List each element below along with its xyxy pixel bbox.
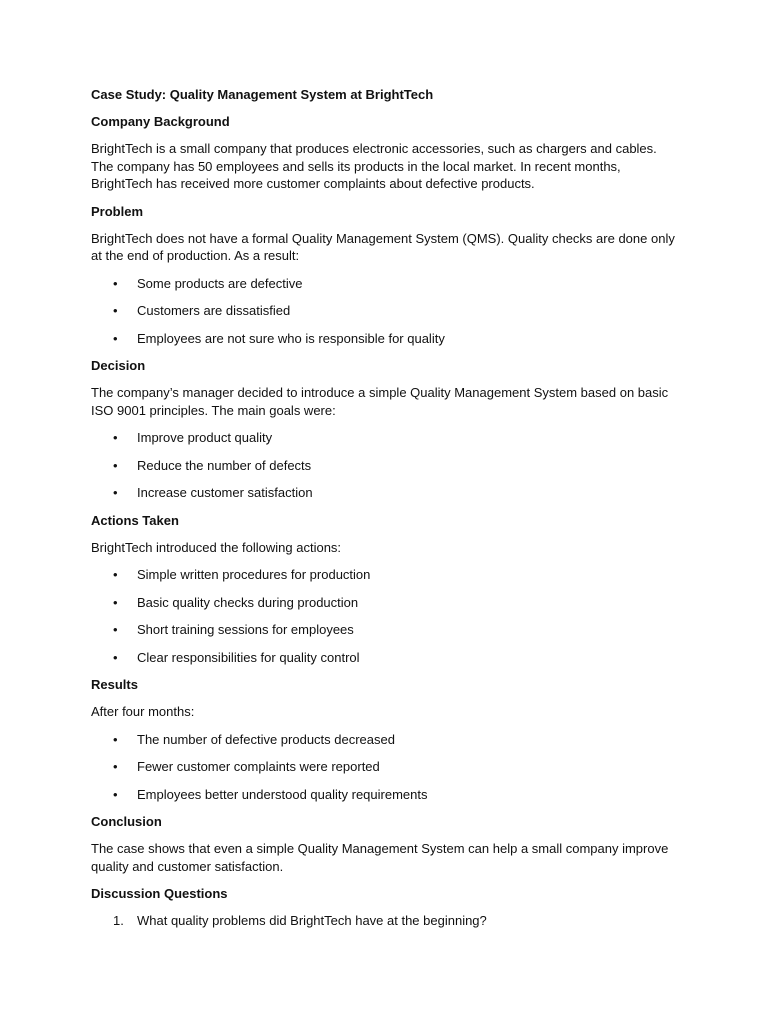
heading-discussion-questions: Discussion Questions [91,886,228,901]
list-item: • Increase customer satisfaction [113,485,313,500]
list-item: • Reduce the number of defects [113,457,312,473]
problem-list [91,275,681,347]
list-item: • Clear responsibilities for quality control [113,649,360,665]
actions-list [91,566,681,666]
paragraph-actions-taken: BrightTech introduced the following actions: [91,539,342,555]
bullet-icon: • [113,457,118,473]
list-item: • Basic quality checks during production [113,594,359,610]
document-page [91,86,681,940]
bullet-icon: • [113,759,118,774]
questions-list [91,912,681,929]
bullet-icon: • [113,786,118,802]
heading-decision: Decision [91,358,146,373]
list-item: • Improve product quality [113,430,273,445]
bullet-icon: • [113,430,118,445]
paragraph-problem: BrightTech does not have a formal Quality Management System (QMS). Quality checks are done only at the end of production. As a result: [91,230,675,263]
list-item: • Fewer customer complaints were reported [113,759,380,774]
paragraph-company-background: BrightTech is a small company that produces electronic accessories, such as chargers and cables. The company has 50 employees and sells its products in the local market. In recent months, BrightTech has received more customer complaints about defective products. [91,141,657,191]
list-item: • Customers are dissatisfied [113,303,291,318]
paragraph-conclusion: The case shows that even a simple Quality Management System can help a small company improve quality and customer satisfaction. [91,841,669,874]
list-item: • Some products are defective [113,275,303,291]
bullet-icon: • [113,731,118,747]
bullet-icon: • [113,330,118,346]
bullet-icon: • [113,567,118,582]
bullet-icon: • [113,303,118,318]
list-item: 1. What quality problems did BrightTech have at the beginning? [113,913,487,928]
paragraph-results: After four months: [91,704,195,719]
goals-list [91,429,681,501]
list-item: • Employees better understood quality requirements [113,786,428,802]
bullet-icon: • [113,485,118,500]
heading-conclusion: Conclusion [91,814,162,829]
results-list [91,731,681,803]
list-number: 1. [113,913,124,928]
heading-results: Results [91,677,138,692]
list-item: • Simple written procedures for production [113,567,371,582]
list-item: • Employees are not sure who is responsible for quality [113,330,445,346]
heading-company-background: Company Background [91,114,230,129]
heading-problem: Problem [91,203,144,219]
heading-actions-taken: Actions Taken [91,512,179,528]
list-item: • Short training sessions for employees [113,622,354,637]
bullet-icon: • [113,594,118,610]
document-title: Case Study: Quality Management System at BrightTech [91,87,434,102]
bullet-icon: • [113,622,118,637]
paragraph-decision: The company’s manager decided to introduce a simple Quality Management System based on basic ISO 9001 principles. The main goals were: [91,385,669,418]
bullet-icon: • [113,649,118,665]
bullet-icon: • [113,275,118,291]
list-item: • The number of defective products decreased [113,731,395,747]
